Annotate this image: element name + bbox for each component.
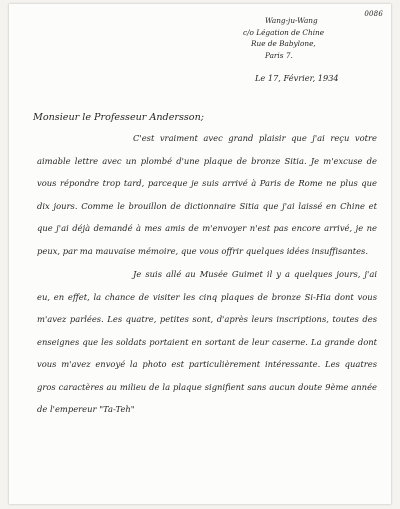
address-line-1: c/o Légation de Chine xyxy=(243,27,325,37)
page-number: 0086 xyxy=(364,10,383,18)
address-line-3: Paris 7. xyxy=(265,50,293,60)
address-line-2: Rue de Babylone, xyxy=(251,39,316,48)
paragraph-1: C'est vraiment avec grand plaisir que j'ai reçu votre aimable lettre avec un plombé d'une plaque de bronze Sitia. Je m'excuse de vous répondre trop tard, parceque je suis arrivé à Paris de Rome ne plus que dix jours. Comme le brouillon de dictionnaire Sitia que j'ai laissé en Chine et que j'ai déjà demandé à mes amis de m'envoyer n'est pas encore arrivé, je ne peux, par ma mauvaise mémoire, que vous offrir quelques idées insuffisantes. xyxy=(37,133,377,256)
letter-body xyxy=(37,127,377,421)
letter-date: Le 17, Février, 1934 xyxy=(255,73,339,83)
paragraph-2: Je suis allé au Musée Guimet il y a quelques jours, j'ai eu, en effet, la chance de visiter les cinq plaques de bronze Si-Hia dont vous m'avez parlées. Les quatre, petites sont, d'après leurs inscriptions, toutes des enseignes que les soldats portaient en sortant de leur caserne. La grande dont vous m'avez envoyé la photo est particulièrement intéressante. Les quatres gros caractères au milieu de la plaque signifient sans aucun doute 9ème année de l'empereur "Ta-Teh" xyxy=(37,269,377,414)
sender-name: Wang-ju-Wang xyxy=(265,16,318,25)
sender-address xyxy=(243,15,324,61)
letter-page xyxy=(9,4,391,504)
salutation: Monsieur le Professeur Andersson; xyxy=(33,112,204,123)
